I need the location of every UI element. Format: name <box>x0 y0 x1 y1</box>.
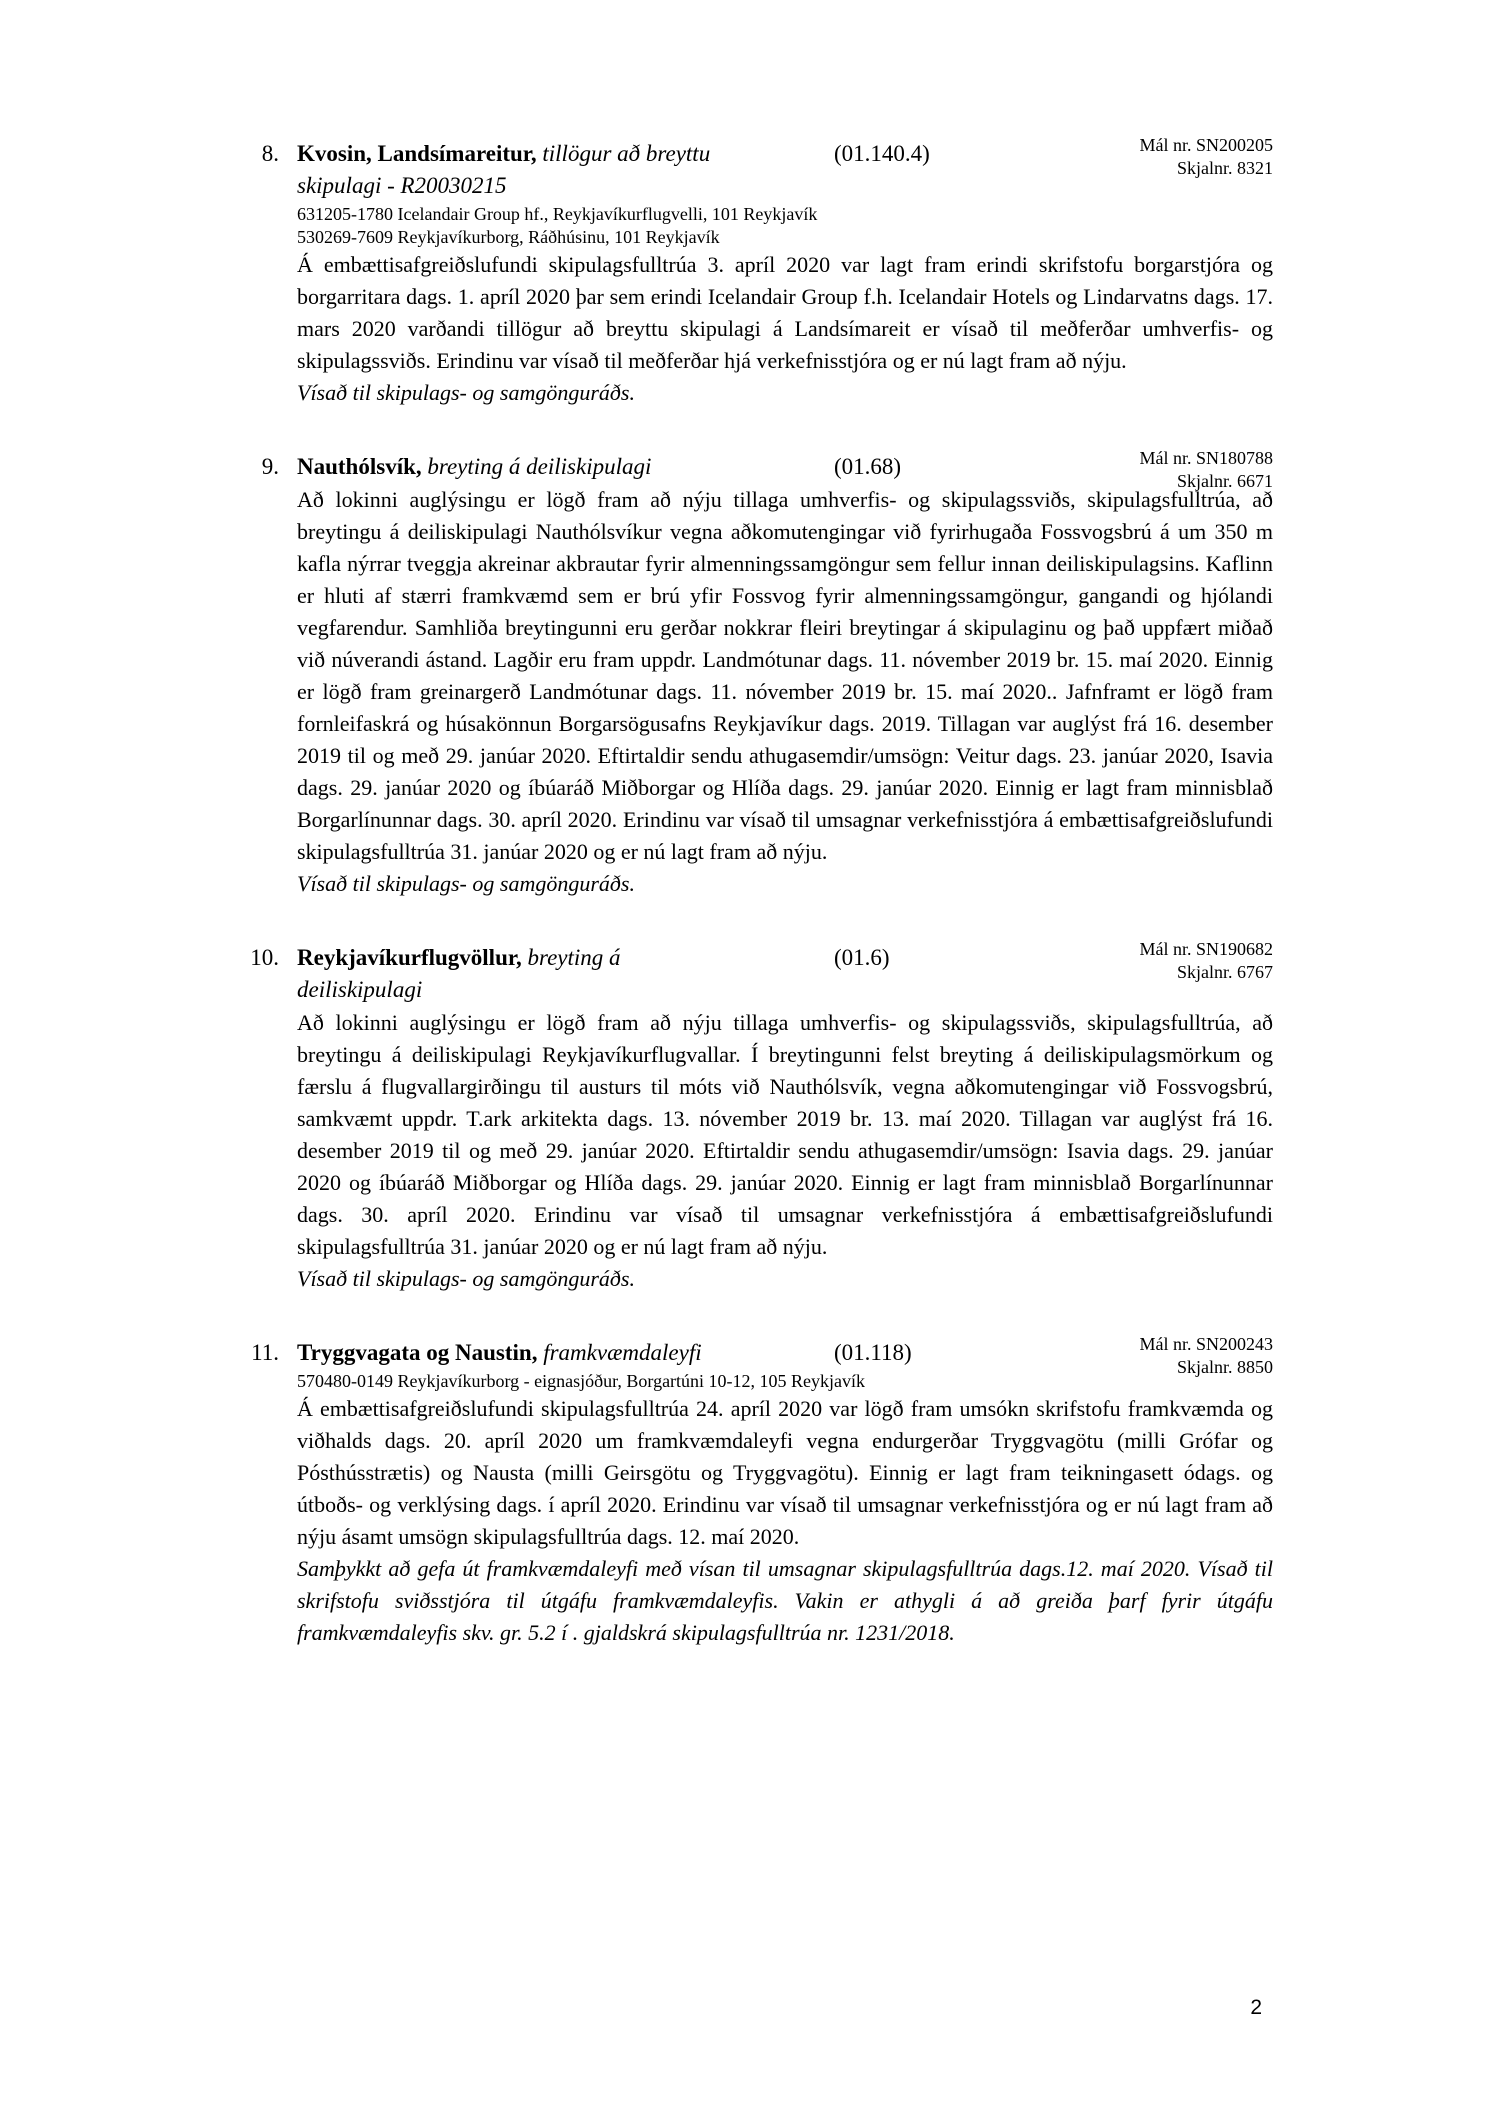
applicant-lines <box>297 1370 1273 1393</box>
document-content <box>250 135 1273 1691</box>
item-decision: Samþykkt að gefa út framkvæmdaleyfi með vísan til umsagnar skipulagsfulltrúa dags.12. maí 2020. Vísað til skrifstofu sviðsstjóra til útgáfu framkvæmdaleyfis. Vakin er athygli á að greiða þarf fyrir útgáfu framkvæmdaleyfis skv. gr. 5.2 í . gjaldskrá skipulagsfulltrúa nr. 1231/2018. <box>297 1556 1273 1645</box>
document-number: Skjalnr. 8321 <box>1176 158 1273 178</box>
item-header <box>297 135 1273 202</box>
plan-code: (01.140.4) <box>834 141 930 166</box>
item-title-line2: deiliskipulagi <box>297 977 423 1002</box>
item-body: Á embættisafgreiðslufundi skipulagsfulltrúa 3. apríl 2020 var lagt fram erindi skrifstofu borgarstjóra og borgarritara dags. 1. apríl 2020 þar sem erindi Icelandair Group f.h. Icelandair Hotels og Lindarvatns dags. 17. mars 2020 varðandi tillögur að breyttu skipulagi á Landsímareit er vísað til meðferðar umhverfis- og skipulagssviðs. Erindinu var vísað til meðferðar hjá verkefnisstjóra og er nú lagt fram að nýju. <box>297 252 1273 373</box>
item-title <box>297 451 834 483</box>
item-title <box>297 138 834 170</box>
item-title-bold: Reykjavíkurflugvöllur, <box>297 945 522 970</box>
item-title-line2: skipulagi - R20030215 <box>297 173 507 198</box>
item-body: Að lokinni auglýsingu er lögð fram að nýju tillaga umhverfis- og skipulagssviðs, skipulagsfulltrúa, að breytingu á deiliskipulagi Reykjavíkurflugvallar. Í breytingunni felst breyting á deiliskipulagsmörkum og færslu á flugvallargirðingu til austurs til móts við Nauthólsvík, vegna aðkomutengingar við Fossvogsbrú, samkvæmt uppdr. T.ark arkitekta dags. 13. nóvember 2019 br. 13. maí 2020. Tillagan var auglýst frá 16. desember 2019 til og með 29. janúar 2020. Eftirtaldir sendu athugasemdir/umsögn: Isavia dags. 29. janúar 2020 og íbúaráð Miðborgar og Hlíða dags. 29. janúar 2020. Einnig er lagt fram minnisblað Borgarlínunnar dags. 30. apríl 2020. Erindinu var vísað til umsagnar verkefnisstjóra á embættisafgreiðslufundi skipulagsfulltrúa 31. janúar 2020 og er nú lagt fram að nýju. <box>297 1010 1273 1259</box>
document-number: Skjalnr. 8850 <box>1176 1357 1273 1377</box>
item-header <box>297 1334 1273 1377</box>
case-references <box>1139 447 1273 493</box>
item-body: Á embættisafgreiðslufundi skipulagsfulltrúa 24. apríl 2020 var lögð fram umsókn skrifstofu framkvæmda og viðhalds dags. 20. apríl 2020 um framkvæmdaleyfi vegna endurgerðar Tryggvagötu (milli Grófar og Pósthússtrætis) og Nausta (milli Geirsgötu og Tryggvagötu). Einnig er lagt fram teikningasett ódags. og útboðs- og verklýsing dags. í apríl 2020. Erindinu var vísað til umsagnar verkefnisstjóra og er nú lagt fram að nýju ásamt umsögn skipulagsfulltrúa dags. 12. maí 2020. <box>297 1396 1273 1549</box>
item-number: 8. <box>261 141 279 166</box>
case-number: Mál nr. SN200205 <box>1139 135 1273 155</box>
agenda-item-11 <box>251 1334 1273 1649</box>
item-number: 9. <box>261 454 279 479</box>
case-references <box>1139 938 1273 984</box>
item-body: Að lokinni auglýsingu er lögð fram að nýju tillaga umhverfis- og skipulagssviðs, skipulagsfulltrúa, að breytingu á deiliskipulagi Nauthólsvíkur vegna aðkomutengingar við fyrirhugaða Fossvogsbrú á um 350 m kafla nýrrar tveggja akreinar akbrautar fyrir almenningssamgöngur sem fellur innan deiliskipulagsins. Kaflinn er hluti af stærri framkvæmd sem er brú yfir Fossvog fyrir almenningssamgöngur, gangandi og hjólandi vegfarendur. Samhliða breytingunni eru gerðar nokkrar fleiri breytingar á skipulaginu og það uppfært miðað við núverandi ástand. Lagðir eru fram uppdr. Landmótunar dags. 11. nóvember 2019 br. 15. maí 2020. Einnig er lögð fram greinargerð Landmótunar dags. 11. nóvember 2019 br. 15. maí 2020.. Jafnframt er lögð fram fornleifaskrá og húsakönnun Borgarsögusafns Reykjavíkur dags. 2019. Tillagan var auglýst frá 16. desember 2019 til og með 29. janúar 2020. Eftirtaldir sendu athugasemdir/umsögn: Veitur dags. 23. janúar 2020, Isavia dags. 29. janúar 2020 og íbúaráð Miðborgar og Hlíða dags. 29. janúar 2020. Einnig er lagt fram minnisblað Borgarlínunnar dags. 30. apríl 2020. Erindinu var vísað til umsagnar verkefnisstjóra á embættisafgreiðslufundi skipulagsfulltrúa 31. janúar 2020 og er nú lagt fram að nýju. <box>297 487 1273 864</box>
plan-code: (01.68) <box>834 454 902 479</box>
agenda-item-9 <box>261 448 1273 900</box>
case-number: Mál nr. SN190682 <box>1139 939 1273 959</box>
case-number: Mál nr. SN200243 <box>1139 1334 1273 1354</box>
item-number: 10. <box>250 945 279 970</box>
page-number: 2 <box>1250 1996 1262 2019</box>
item-decision: Vísað til skipulags- og samgönguráðs. <box>297 380 635 405</box>
plan-code: (01.118) <box>834 1340 912 1365</box>
item-header <box>297 939 1273 1006</box>
document-number: Skjalnr. 6671 <box>1176 471 1273 491</box>
document-number: Skjalnr. 6767 <box>1176 962 1273 982</box>
item-title <box>297 1337 834 1369</box>
item-title-bold: Nauthólsvík, <box>297 454 422 479</box>
item-title-bold: Kvosin, Landsímareitur, <box>297 141 537 166</box>
item-title-italic: tillögur að breyttu <box>542 141 711 166</box>
case-references <box>1139 134 1273 180</box>
item-decision: Vísað til skipulags- og samgönguráðs. <box>297 1266 635 1291</box>
case-number: Mál nr. SN180788 <box>1139 448 1273 468</box>
item-title-italic: breyting á deiliskipulagi <box>427 454 652 479</box>
applicant-line: 631205-1780 Icelandair Group hf., Reykjavíkurflugvelli, 101 Reykjavík <box>297 204 818 224</box>
item-decision: Vísað til skipulags- og samgönguráðs. <box>297 871 635 896</box>
applicant-line: 530269-7609 Reykjavíkurborg, Ráðhúsinu, 101 Reykjavík <box>297 227 720 247</box>
plan-code: (01.6) <box>834 945 890 970</box>
item-title <box>297 942 834 974</box>
item-title-bold: Tryggvagata og Naustin, <box>297 1340 538 1365</box>
item-header <box>297 448 1273 491</box>
item-number: 11. <box>251 1340 279 1365</box>
item-title-italic: breyting á <box>527 945 621 970</box>
applicant-lines <box>297 203 1273 249</box>
agenda-item-10 <box>250 939 1273 1295</box>
applicant-line: 570480-0149 Reykjavíkurborg - eignasjóður, Borgartúni 10-12, 105 Reykjavík <box>297 1371 866 1391</box>
item-title-italic: framkvæmdaleyfi <box>543 1340 702 1365</box>
agenda-item-8 <box>261 135 1273 409</box>
case-references <box>1139 1333 1273 1379</box>
